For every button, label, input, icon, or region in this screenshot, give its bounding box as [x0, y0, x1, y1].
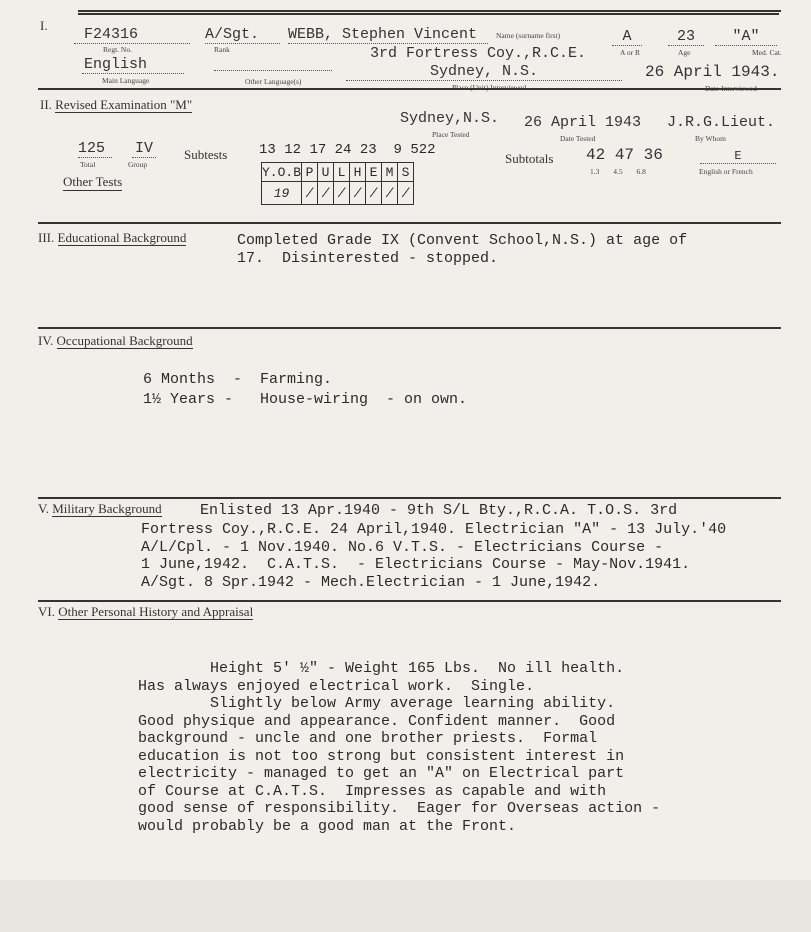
- regt-no: F24316: [74, 26, 190, 44]
- subtest-score: 22: [418, 142, 436, 158]
- subtest-score: 12: [284, 142, 302, 158]
- subtest-header: S: [398, 163, 414, 182]
- place-interviewed: Sydney, N.S.: [346, 63, 622, 81]
- date-interviewed: 26 April 1943.: [645, 63, 780, 81]
- subtest-score: 23: [359, 142, 377, 158]
- med-cat: "A": [715, 28, 777, 46]
- subtest-score: 5: [410, 142, 419, 158]
- subtest-header: H: [350, 163, 366, 182]
- group-label: Group: [128, 160, 148, 169]
- subtest-mark: /: [382, 182, 398, 205]
- rank: A/Sgt.: [205, 26, 280, 44]
- name-label: Name (surname first): [496, 31, 561, 40]
- section-numeral: VI.: [38, 604, 55, 619]
- subtotal: 42: [586, 146, 606, 164]
- place-tested-label: Place Tested: [432, 130, 470, 139]
- section-title: Other Personal History and Appraisal: [58, 604, 254, 619]
- med-cat-label: Med. Cat.: [752, 48, 782, 57]
- subtest-score: 13: [259, 142, 276, 158]
- divider: [78, 10, 781, 12]
- subtest-scores: [259, 142, 436, 158]
- section-numeral: III.: [38, 230, 55, 245]
- subtest-mark: /: [302, 182, 318, 205]
- main-language-label: Main Language: [102, 76, 150, 85]
- section-title: Educational Background: [57, 230, 187, 245]
- educational-background-text: Completed Grade IX (Convent School,N.S.) at age of 17. Disinterested - stopped.: [237, 232, 688, 267]
- tested-by-label: By Whom: [695, 134, 726, 143]
- divider: [38, 600, 781, 602]
- divider: [38, 88, 781, 90]
- subtotals-label: Subtotals: [505, 151, 554, 166]
- section-title: Revised Examination "M": [55, 97, 193, 112]
- age: 23: [668, 28, 704, 46]
- a-or-r: A: [612, 28, 642, 46]
- military-background-first-line: Enlisted 13 Apr.1940 - 9th S/L Bty.,R.C.A. T.O.S. 3rd: [200, 502, 678, 519]
- a-or-r-label: A or R: [620, 48, 641, 57]
- unit: 3rd Fortress Coy.,R.C.E.: [370, 45, 587, 62]
- regt-no-label: Regt. No.: [103, 45, 132, 54]
- group: IV: [132, 140, 156, 158]
- test-language-label: English or French: [699, 167, 753, 176]
- total-score: 125: [78, 140, 112, 158]
- date-tested-label: Date Tested: [560, 134, 596, 143]
- date-tested: 26 April 1943: [524, 114, 642, 131]
- test-language: E: [700, 149, 776, 164]
- subtest-table: [261, 162, 414, 205]
- subtest-header: U: [318, 163, 334, 182]
- subtest-header: L: [334, 163, 350, 182]
- rank-label: Rank: [214, 45, 230, 54]
- subtest-mark: /: [334, 182, 350, 205]
- divider: [38, 222, 781, 224]
- section-title: Occupational Background: [56, 333, 193, 348]
- page-bottom-margin: [0, 880, 811, 932]
- divider: [78, 13, 779, 15]
- subtest-mark: 19: [262, 182, 302, 205]
- military-background-text: Fortress Coy.,R.C.E. 24 April,1940. Electrician "A" - 13 July.'40 A/L/Cpl. - 1 Nov.1940. No.6 V.T.S. - Electricians Course - 1 June,1942. C.A.T.S. - Electricians Course - May-Nov.1941. A/Sgt. 8 Spr.1942 - Mech.Electrician - 1 June,1942.: [141, 521, 727, 591]
- subtotal: 36: [643, 146, 663, 164]
- subtotal-key: 6.8: [636, 167, 646, 176]
- divider: [38, 327, 781, 329]
- section-title: Military Background: [52, 501, 162, 516]
- subtest-header: P: [302, 163, 318, 182]
- subtest-mark: /: [366, 182, 382, 205]
- name: WEBB, Stephen Vincent: [288, 26, 488, 44]
- divider: [38, 497, 781, 499]
- subtest-header: E: [366, 163, 382, 182]
- subtests-label: Subtests: [184, 147, 228, 162]
- main-language: English: [82, 56, 184, 74]
- other-language-field: [214, 70, 332, 71]
- section-numeral: IV.: [38, 333, 54, 348]
- other-language-label: Other Language(s): [245, 77, 302, 86]
- tested-by: J.R.G.Lieut.: [667, 114, 776, 131]
- age-label: Age: [678, 48, 691, 57]
- subtest-header: M: [382, 163, 398, 182]
- appraisal-text: Height 5' ½" - Weight 165 Lbs. No ill health. Has always enjoyed electrical work. Single. Slightly below Army average learning ability. Good physique and appearance. Confident manner. Good background - uncle and one brother priests. Formal education is not too strong but consistent interest in electricity - managed to get an "A" on Electrical part of Course at C.A.T.S. Impresses as capable and with good sense of responsibility. Eager for Overseas action - would probably be a good man at the Front.: [138, 660, 661, 835]
- subtest-mark: /: [318, 182, 334, 205]
- subtotal-key: 4.5: [613, 167, 623, 176]
- subtest-score: 24: [334, 142, 352, 158]
- section-numeral: V.: [38, 501, 49, 516]
- subtest-score: 17: [309, 142, 327, 158]
- section-numeral: I.: [40, 18, 48, 33]
- total-label: Total: [80, 160, 96, 169]
- subtest-header: Y.O.B: [262, 164, 302, 180]
- subtest-mark: /: [398, 182, 414, 205]
- subtest-mark: /: [350, 182, 366, 205]
- subtotal-key: 1.3: [590, 167, 600, 176]
- other-tests-label: Other Tests: [63, 174, 123, 189]
- subtotal: 47: [614, 146, 635, 164]
- section-numeral: II.: [40, 97, 52, 112]
- subtest-score: 9: [393, 142, 402, 158]
- place-tested: Sydney,N.S.: [400, 110, 500, 127]
- occupational-background-text: 6 Months - Farming. 1½ Years - House-wiring - on own.: [143, 371, 468, 408]
